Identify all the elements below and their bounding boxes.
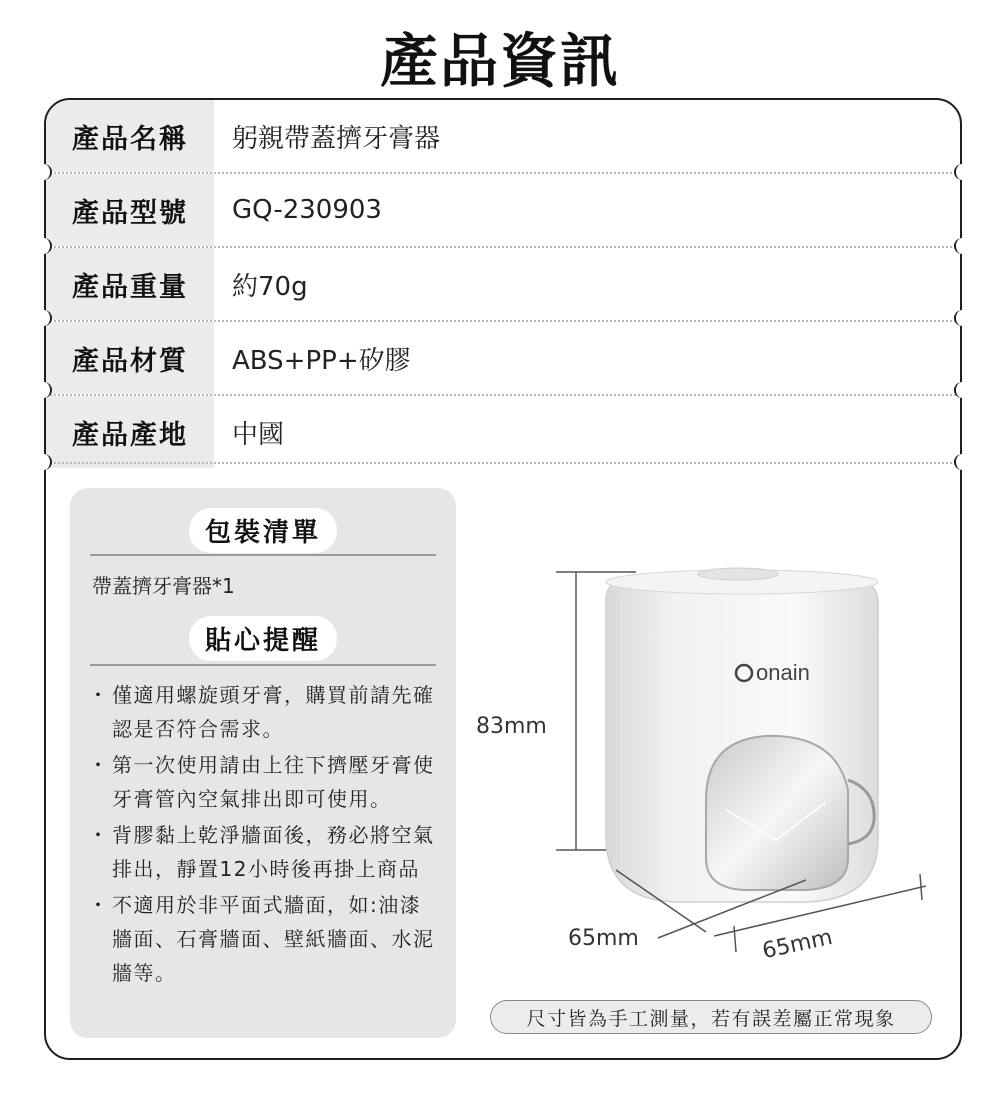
spec-label: 產品型號 — [46, 174, 214, 246]
spec-row-name — [46, 100, 960, 172]
notch-decoration — [36, 382, 52, 398]
toothpaste-dispenser-image — [476, 540, 946, 1040]
divider — [90, 664, 436, 666]
info-panel — [70, 488, 456, 1038]
depth-dimension-label: 65mm — [568, 926, 639, 951]
package-heading: 包裝清單 — [189, 508, 337, 553]
notch-decoration — [36, 310, 52, 326]
notch-decoration — [954, 164, 970, 180]
tips-heading: 貼心提醒 — [189, 616, 337, 661]
spec-label: 產品產地 — [46, 396, 214, 468]
spec-row-material — [46, 320, 960, 394]
height-dimension-label: 83mm — [476, 714, 547, 739]
notch-decoration — [954, 310, 970, 326]
spec-label: 產品材質 — [46, 322, 214, 394]
spec-label: 產品名稱 — [46, 100, 214, 172]
spec-row-weight — [46, 246, 960, 320]
spec-value: GQ-230903 — [232, 195, 382, 225]
tips-list — [88, 678, 438, 992]
product-illustration — [476, 540, 946, 1040]
spec-value: ABS+PP+矽膠 — [232, 345, 411, 376]
list-item: ・ 僅適用螺旋頭牙膏，購買前請先確認是否符合需求。 — [88, 678, 438, 746]
notch-decoration — [954, 382, 970, 398]
list-item: ・ 背膠黏上乾淨牆面後，務必將空氣排出，靜置12小時後再掛上商品 — [88, 818, 438, 886]
page-title: 產品資訊 — [379, 27, 620, 95]
notch-decoration — [954, 454, 970, 470]
list-item: ・ 第一次使用請由上往下擠壓牙膏使牙膏管內空氣排出即可使用。 — [88, 748, 438, 816]
spec-value: 約70g — [232, 271, 308, 302]
list-item: ・ 不適用於非平面式牆面，如:油漆牆面、石膏牆面、壁紙牆面、水泥牆等。 — [88, 888, 438, 990]
table-divider — [46, 462, 960, 464]
width-dimension-label: 65mm — [760, 924, 835, 965]
spec-table — [46, 100, 960, 468]
spec-value: 躬親帶蓋擠牙膏器 — [232, 123, 441, 154]
divider — [90, 554, 436, 556]
notch-decoration — [36, 454, 52, 470]
measurement-note: 尺寸皆為手工測量，若有誤差屬正常現象 — [490, 1000, 932, 1034]
notch-decoration — [954, 238, 970, 254]
notch-decoration — [36, 164, 52, 180]
spec-value: 中國 — [232, 419, 285, 450]
spec-row-origin — [46, 394, 960, 468]
spec-label: 產品重量 — [46, 248, 214, 320]
notch-decoration — [36, 238, 52, 254]
package-item: 帶蓋擠牙膏器*1 — [92, 574, 235, 598]
product-info-card — [44, 98, 962, 1060]
spec-row-model — [46, 172, 960, 246]
brand-logo: onain — [756, 660, 810, 685]
